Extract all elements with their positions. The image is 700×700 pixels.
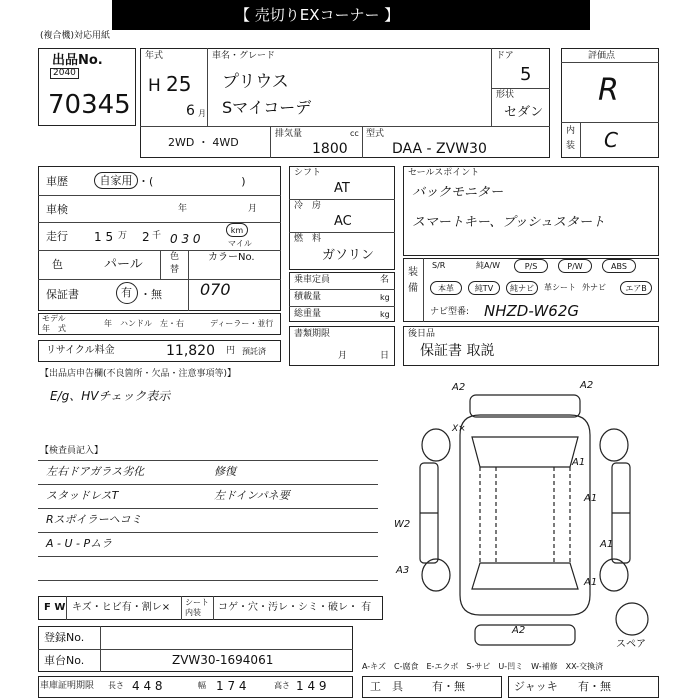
history-dots: ・( ) xyxy=(138,175,246,188)
deadline-month: 月 xyxy=(338,351,348,361)
fw-seat-2: 内装 xyxy=(185,608,201,617)
aircon-value: AC xyxy=(334,214,352,229)
diagram-mark-a1-mid: A1 xyxy=(584,493,598,504)
score-label: 評価点 xyxy=(588,51,616,61)
equipment-item: 外ナビ xyxy=(582,283,606,292)
jack-value: 有・無 xyxy=(578,680,611,693)
model-grade: Sマイコーデ xyxy=(222,98,312,117)
model-name: プリウス xyxy=(222,72,289,92)
aircon-label: 冷 房 xyxy=(294,201,322,211)
recycle-note: 預託済 xyxy=(242,347,266,356)
mileage-sen-unit: 千 xyxy=(152,231,162,241)
cert-ch3: 高さ xyxy=(274,681,290,690)
year-value: 25 xyxy=(166,72,192,96)
model-year-label-1: モデル xyxy=(42,314,66,323)
banner-text: 【 売切りEXコーナー 】 xyxy=(235,6,400,24)
mileage-unit2: マイル xyxy=(228,239,252,248)
cert-v3: 1 4 9 xyxy=(296,679,327,693)
cert-ch2: 幅 xyxy=(198,681,206,690)
lot-number: 70345 xyxy=(48,90,131,120)
inspector-line-3: Rスポイラーヘコミ xyxy=(46,513,142,526)
chassis-label: 車台No. xyxy=(44,654,85,667)
inspector-line-2: スタッドレスT xyxy=(46,489,119,502)
mileage-sen: 2 xyxy=(142,230,150,244)
navi-value: NHZD-W62G xyxy=(484,302,580,320)
shaken-month: 月 xyxy=(248,204,258,214)
model-year-label-2: 年 式 xyxy=(42,324,66,333)
cert-v1: 4 4 8 xyxy=(132,679,163,693)
capacity-unit: 名 xyxy=(380,275,390,285)
equipment-item: P/W xyxy=(558,259,592,273)
warranty-no: ・無 xyxy=(140,288,162,301)
equipment-label-1: 装 xyxy=(408,267,418,278)
mileage-label: 走行 xyxy=(46,230,68,243)
doors-value: 5 xyxy=(520,64,532,85)
colorno-label: カラーNo. xyxy=(208,252,255,263)
lot-code: 2040 xyxy=(50,68,79,79)
reg-label: 登録No. xyxy=(44,631,85,644)
model-year-dealer: ディーラー・並行 xyxy=(210,319,274,328)
seller-notes-label: 【出品店申告欄(不良箇所・欠品・注意事項等)】 xyxy=(40,369,237,379)
cert-label: 車庫証明期限 xyxy=(40,681,95,691)
history-label: 車歴 xyxy=(46,175,68,188)
inspector-line-1: 左右ドアガラス劣化 xyxy=(46,465,145,478)
body-label: 形状 xyxy=(496,90,515,100)
cert-ch1: 長さ xyxy=(108,681,124,690)
diagram-mark-a1-br: A1 xyxy=(600,539,614,550)
equipment-item: ABS xyxy=(602,259,636,273)
fw-label: F W xyxy=(44,602,66,613)
warranty-label: 保証書 xyxy=(46,288,79,301)
equipment-item: 純A/W xyxy=(476,261,501,270)
type-value: DAA - ZVW30 xyxy=(392,141,487,157)
load-unit: kg xyxy=(380,293,390,302)
colorno-value: 070 xyxy=(200,280,231,299)
equipment-item: 本革 xyxy=(430,281,462,295)
equipment-item: 革シート xyxy=(544,283,576,292)
inspector-right-2: 左ドインパネ要 xyxy=(214,489,290,502)
score-int-label-1: 内 xyxy=(566,126,576,136)
diagram-mark-a1-top: A1 xyxy=(572,457,586,468)
year-label: 年式 xyxy=(145,51,164,61)
mileage-man: 1 5 xyxy=(94,230,114,244)
header-note: (複合機)対応用紙 xyxy=(40,31,111,41)
color-label: 色 xyxy=(52,258,63,271)
navi-label: ナビ型番: xyxy=(430,307,470,317)
posterior-label: 後日品 xyxy=(408,329,436,339)
legend: A-キズ C-腐食 E-エクボ S-サビ U-凹ミ W-補修 XX-交換済 xyxy=(362,662,604,671)
diagram-mark-a2-right: A2 xyxy=(580,380,594,391)
diagram-mark-a1-low: A1 xyxy=(584,577,598,588)
load-label: 積載量 xyxy=(294,292,322,302)
model-label: 車名・グレード xyxy=(212,51,276,61)
model-year-year: 年 xyxy=(104,319,112,328)
lot-label: 出品No. xyxy=(52,53,103,68)
sales-box xyxy=(403,166,659,256)
recycle-value: 11,820 xyxy=(166,343,215,359)
diagram-mark-x: X× xyxy=(452,424,466,434)
inspector-label: 【検査員記入】 xyxy=(40,446,104,456)
warranty-yes-text: 有 xyxy=(121,286,132,299)
tools-label: 工 具 xyxy=(370,680,403,693)
displacement-label: 排気量 xyxy=(275,129,303,139)
equipment-label-2: 備 xyxy=(408,283,418,294)
model-year-handle: ハンドル 左・右 xyxy=(120,319,184,328)
mileage-rest: 0 3 0 xyxy=(170,232,201,246)
equipment-item: 純TV xyxy=(468,281,500,295)
diagram-mark-a3: A3 xyxy=(396,565,410,576)
spare-label: スペア xyxy=(616,639,646,650)
year-month-suffix: 月 xyxy=(198,109,206,118)
displacement-value: 1800 xyxy=(312,141,348,157)
mileage-unit: km xyxy=(226,223,248,237)
shaken-year: 年 xyxy=(178,204,188,214)
car-diagram xyxy=(400,375,660,665)
equipment-item: エアB xyxy=(620,281,652,295)
fw-seat-1: シート xyxy=(185,598,209,607)
sales-line2: スマートキー、プッシュスタート xyxy=(412,215,606,230)
equipment-item: 純ナビ xyxy=(506,281,538,295)
diagram-mark-a2-left: A2 xyxy=(452,382,466,393)
body-value: セダン xyxy=(504,105,544,120)
seller-notes-value: E/g、HVチェック表示 xyxy=(50,389,171,403)
capacity-label: 乗車定員 xyxy=(294,275,331,285)
fuel-value: ガソリン xyxy=(322,248,375,263)
type-label: 型式 xyxy=(366,129,385,139)
deadline-day: 日 xyxy=(380,351,390,361)
sales-line1: バックモニター xyxy=(412,185,504,200)
inspector-line-4: A - U - Pムラ xyxy=(46,537,113,550)
fuel-label: 燃 料 xyxy=(294,234,322,244)
history-value: 自家用 xyxy=(94,172,138,189)
mileage-man-unit: 万 xyxy=(118,231,128,241)
color-change-1: 色 xyxy=(170,252,180,262)
fw-seat-text: コゲ・穴・汚レ・シミ・破レ・ 有 xyxy=(218,602,372,613)
weight-label: 総重量 xyxy=(294,309,322,319)
diagram-mark-a2-bottom: A2 xyxy=(512,625,526,636)
drive: 2WD ・ 4WD xyxy=(168,136,239,149)
diagram-mark-w2: W2 xyxy=(394,519,411,530)
inspector-right-1: 修復 xyxy=(214,465,236,478)
chassis-value: ZVW30-1694061 xyxy=(172,653,274,667)
deadline-label: 書類期限 xyxy=(294,329,331,339)
equipment-item: P/S xyxy=(514,259,548,273)
equipment-item: S/R xyxy=(432,261,446,270)
score-int-value: C xyxy=(604,128,618,152)
displacement-unit: cc xyxy=(350,129,359,138)
recycle-label: リサイクル料金 xyxy=(46,345,115,356)
tools-value: 有・無 xyxy=(432,680,465,693)
color-value: パール xyxy=(104,257,143,272)
sales-label: セールスポイント xyxy=(408,168,480,178)
score-value: R xyxy=(598,73,619,108)
doors-label: ドア xyxy=(496,51,514,61)
recycle-unit: 円 xyxy=(226,346,236,356)
score-int-label-2: 装 xyxy=(566,141,576,151)
jack-label: ジャッキ xyxy=(514,680,558,693)
year-era: H xyxy=(148,76,161,96)
color-change-2: 替 xyxy=(170,265,180,275)
shift-label: シフト xyxy=(294,168,322,178)
shaken-label: 車検 xyxy=(46,203,68,216)
posterior-value: 保証書 取説 xyxy=(420,343,495,359)
fw-text: キズ・ヒビ有・割レ× xyxy=(72,602,171,613)
shift-value: AT xyxy=(334,181,350,196)
year-month: 6 xyxy=(186,103,195,119)
cert-v2: 1 7 4 xyxy=(216,679,247,693)
weight-unit: kg xyxy=(380,310,390,319)
